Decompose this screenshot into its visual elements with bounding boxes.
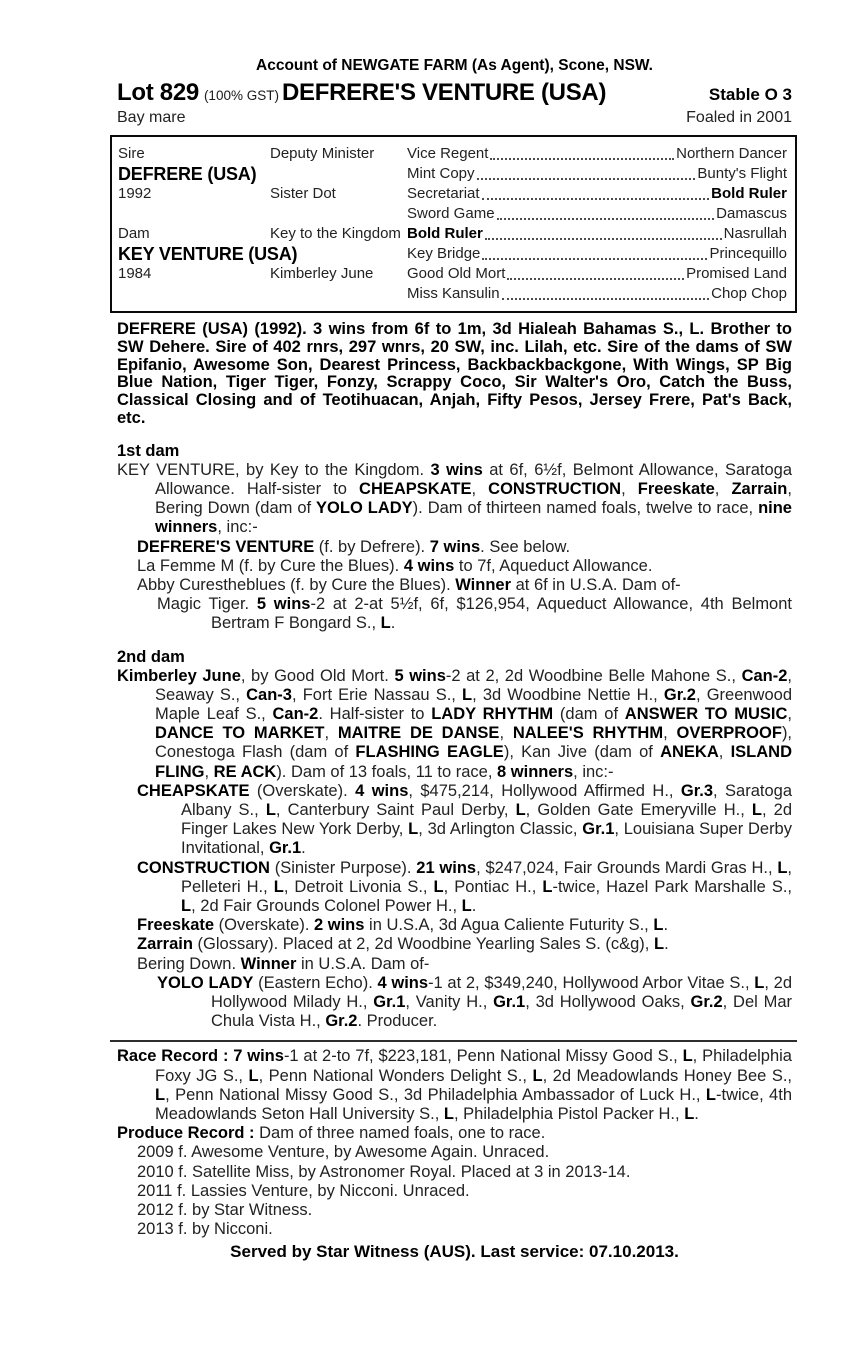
dotted-leader bbox=[482, 258, 707, 260]
produce-foal-line: 2009 f. Awesome Venture, by Awesome Again. Unraced. bbox=[137, 1143, 550, 1162]
produce-foal-line: 2012 f. by Star Witness. bbox=[137, 1201, 313, 1220]
produce-record-paragraph: Produce Record : Dam of three named foals, one to race. bbox=[117, 1124, 546, 1143]
foal-entry: La Femme M (f. by Cure the Blues). 4 wins to 7f, Aqueduct Allowance. bbox=[137, 556, 653, 575]
pedigree-gen3-column bbox=[407, 224, 787, 304]
produce-foal-line: 2011 f. Lassies Venture, by Nicconi. Unraced. bbox=[137, 1181, 470, 1200]
pedigree-gen1-column bbox=[118, 224, 298, 304]
foal-entry: CHEAPSKATE (Overskate). 4 wins, $475,214, Hollywood Affirmed H., Gr.3, Saratoga Albany S., L, Canterbury Saint Paul Derby, L, Golden Gate Emeryville H., L, 2d Finger Lakes New York Derby, L, 3d Arlington Classic, Gr.1, Louisiana Super Derby Invitational, Gr.1. bbox=[137, 781, 793, 858]
grandfoal-entry: Magic Tiger. 5 wins-2 at 2-at 5½f, 6f, $126,954, Aqueduct Allowance, 4th Belmont Bertram F Bongard S., L. bbox=[157, 595, 792, 633]
grandfoal-entry: YOLO LADY (Eastern Echo). 4 wins-1 at 2, $349,240, Hollywood Arbor Vitae S., L, 2d Hollywood Milady H., Gr.1, Vanity H., Gr.1, 3d Hollywood Oaks, Gr.2, Del Mar Chula Vista H., Gr.2. Producer. bbox=[157, 973, 793, 1031]
pedigree-gen2-column bbox=[270, 144, 407, 224]
ancestor-row: Mint Copy Bunty's Flight bbox=[407, 165, 787, 182]
gst-label: (100% GST) bbox=[203, 88, 279, 103]
second-dam-heading: 2nd dam bbox=[117, 647, 185, 666]
foal-entry: Bering Down. Winner in U.S.A. Dam of- bbox=[137, 954, 430, 973]
sire-name: DEFRERE (USA) bbox=[118, 164, 257, 184]
foal-entry: CONSTRUCTION (Sinister Purpose). 21 wins, $247,024, Fair Grounds Mardi Gras H., L, Pelleteri H., L, Detroit Livonia S., L, Pontiac H., L-twice, Hazel Park Marshalle S., L, 2d Fair Grounds Colonel Power H., L. bbox=[137, 858, 793, 916]
dam-name: KEY VENTURE (USA) bbox=[118, 244, 298, 264]
dotted-leader bbox=[477, 178, 696, 180]
foal-entry: Freeskate (Overskate). 2 wins in U.S.A, 3d Agua Caliente Futurity S., L. bbox=[137, 916, 669, 935]
sire-sire-name: Deputy Minister bbox=[270, 145, 375, 162]
first-dam-paragraph: KEY VENTURE, by Key to the Kingdom. 3 wins at 6f, 6½f, Belmont Allowance, Saratoga Allowance. Half-sister to CHEAPSKATE, CONSTRUCTION, Freeskate, Zarrain, Bering Down (dam of YOLO LADY). Dam of thirteen named foals, twelve to race, nine winners, inc:- bbox=[117, 460, 792, 537]
foal-entry: Zarrain (Glossary). Placed at 2, 2d Woodbine Yearling Sales S. (c&g), L. bbox=[137, 935, 669, 954]
second-dam-paragraph: Kimberley June, by Good Old Mort. 5 wins-2 at 2, 2d Woodbine Belle Mahone S., Can-2, Seaway S., Can-3, Fort Erie Nassau S., L, 3d Woodbine Nettie H., Gr.2, Greenwood Maple Leaf S., Can-2. Half-sister to LADY RHYTHM (dam of ANSWER TO MUSIC, DANCE TO MARKET, MAITRE DE DANSE, NALEE'S RHYTHM, OVERPROOF), Conestoga Flash (dam of FLASHING EAGLE), Kan Jive (dam of ANEKA, ISLAND FLING, RE ACK). Dam of 13 foals, 11 to race, 8 winners, inc:- bbox=[117, 666, 793, 781]
horse-name: DEFRERE'S VENTURE (USA) bbox=[281, 79, 607, 106]
produce-foal-line: 2013 f. by Nicconi. bbox=[137, 1220, 273, 1239]
lot-title-line bbox=[117, 79, 792, 107]
dam-dam-name: Kimberley June bbox=[270, 265, 374, 282]
dam-year: 1984 bbox=[118, 265, 152, 282]
ancestor-row: Bold Ruler Nasrullah bbox=[407, 225, 787, 242]
foaled-year: Foaled in 2001 bbox=[686, 109, 792, 126]
sire-label: Sire bbox=[118, 145, 145, 162]
dotted-leader bbox=[485, 238, 722, 240]
first-dam-heading: 1st dam bbox=[117, 441, 180, 460]
sire-year: 1992 bbox=[118, 185, 152, 202]
pedigree-gen1-column bbox=[118, 144, 270, 224]
pedigree-dam-group bbox=[118, 224, 787, 304]
account-line: Account of NEWGATE FARM (As Agent), Scone, NSW. bbox=[256, 57, 653, 74]
pedigree-gen3-column bbox=[407, 144, 787, 224]
ancestor-row: Good Old Mort Promised Land bbox=[407, 265, 787, 282]
pedigree-gen2-column bbox=[270, 224, 407, 304]
ancestor-row: Vice Regent Northern Dancer bbox=[407, 145, 787, 162]
pedigree-table bbox=[110, 135, 797, 313]
foal-entry: Abby Curestheblues (f. by Cure the Blues). Winner at 6f in U.S.A. Dam of- bbox=[137, 576, 681, 594]
lot-number: Lot 829 bbox=[117, 79, 199, 106]
description-line bbox=[117, 108, 792, 128]
sire-dam-name: Sister Dot bbox=[270, 185, 336, 202]
sire-summary-paragraph: DEFRERE (USA) (1992). 3 wins from 6f to 1m, 3d Hialeah Bahamas S., L. Brother to SW Dehere. Sire of 402 rnrs, 297 wnrs, 20 SW, inc. Lilah, etc. Sire of the dams of SW Epifanio, Awesome Son, Dearest Princess, Backbackbackgone, With Wings, SP Big Blue Nation, Tiger Tiger, Fonzy, Scrappy Coco, Sir Walter's Oro, Catch the Buss, Classical Closing and of Teotihuacan, Anjah, Fifty Pesos, Jersey Frere, Pat's Back, etc. bbox=[117, 320, 792, 427]
dotted-leader bbox=[490, 158, 674, 160]
ancestor-row: Secretariat Bold Ruler bbox=[407, 185, 787, 202]
section-divider bbox=[110, 1040, 797, 1042]
sex-description: Bay mare bbox=[117, 109, 186, 126]
service-line: Served by Star Witness (AUS). Last service: 07.10.2013. bbox=[230, 1241, 679, 1261]
dotted-leader bbox=[502, 298, 710, 300]
pedigree-sire-group bbox=[118, 144, 787, 224]
page-content bbox=[117, 56, 792, 1262]
race-record-paragraph: Race Record : 7 wins-1 at 2-to 7f, $223,181, Penn National Missy Good S., L, Philadelphia Foxy JG S., L, Penn National Wonders Delight S., L, 2d Meadowlands Honey Bee S., L, Penn National Missy Good S., 3d Philadelphia Ambassador of Luck H., L-twice, 4th Meadowlands Seton Hall University S., L, Philadelphia Pistol Packer H., L. bbox=[117, 1047, 792, 1124]
ancestor-row: Miss Kansulin Chop Chop bbox=[407, 285, 787, 302]
stable-label: Stable O 3 bbox=[708, 85, 792, 104]
foal-entry: DEFRERE'S VENTURE (f. by Defrere). 7 wins. See below. bbox=[137, 537, 571, 556]
produce-foal-line: 2010 f. Satellite Miss, by Astronomer Royal. Placed at 3 in 2013-14. bbox=[137, 1162, 631, 1181]
ancestor-row: Sword Game Damascus bbox=[407, 205, 787, 222]
dotted-leader bbox=[507, 278, 684, 280]
dotted-leader bbox=[497, 218, 715, 220]
dotted-leader bbox=[482, 198, 710, 200]
ancestor-row: Key Bridge Princequillo bbox=[407, 245, 787, 262]
dam-sire-name: Key to the Kingdom bbox=[270, 225, 401, 242]
dam-label: Dam bbox=[118, 225, 150, 242]
